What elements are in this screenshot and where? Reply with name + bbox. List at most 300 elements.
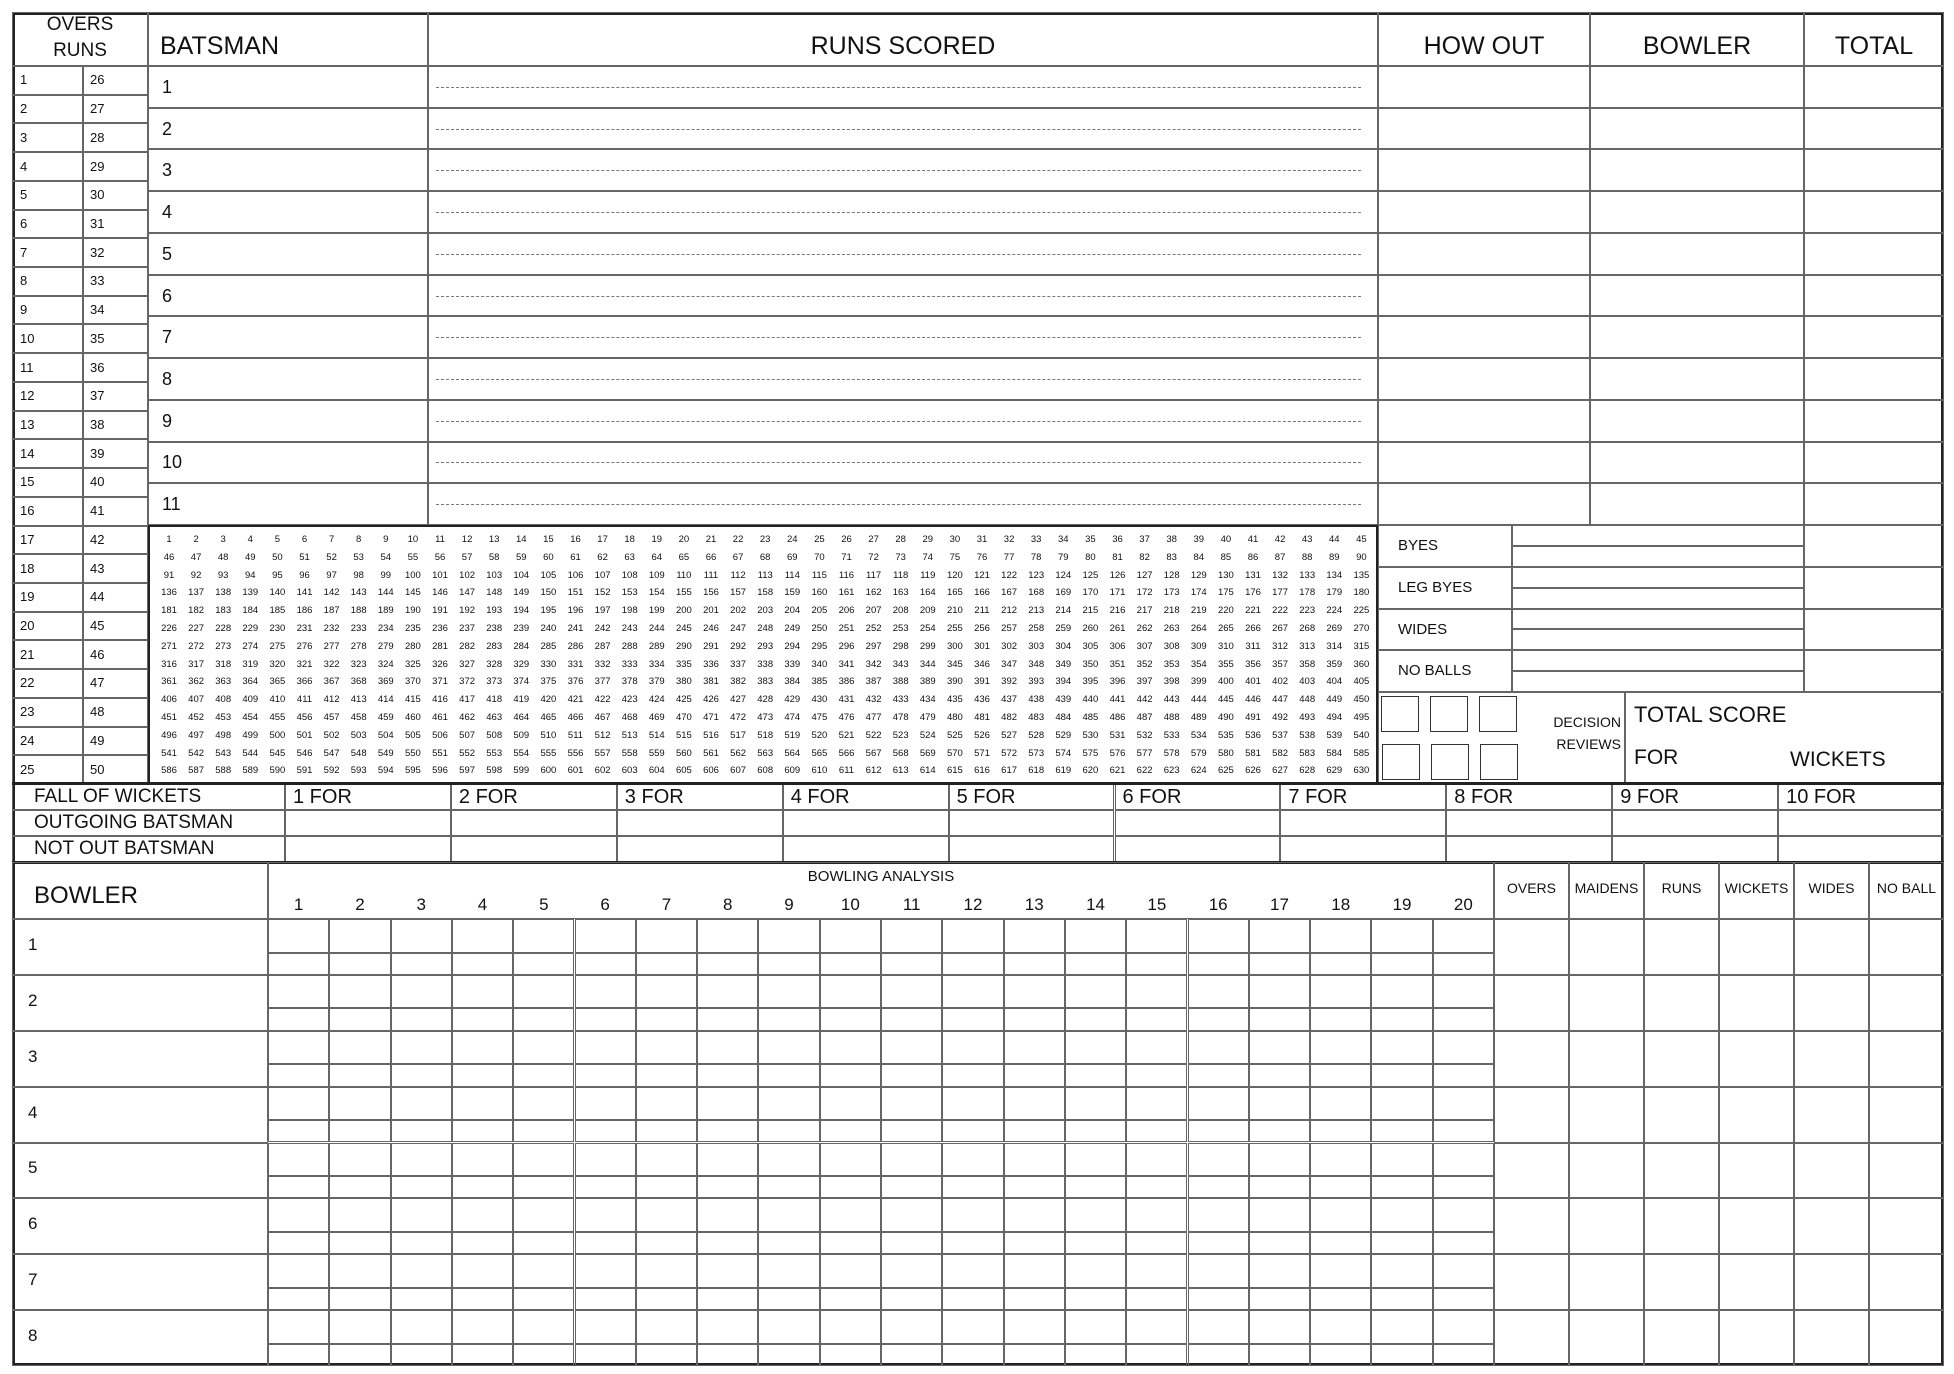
fow-cell[interactable] bbox=[1778, 836, 1944, 862]
over-ball-cell[interactable] bbox=[697, 975, 758, 1009]
over-ball-cell[interactable] bbox=[575, 975, 636, 1009]
over-runs-cell[interactable] bbox=[1065, 1120, 1126, 1142]
over-runs-cell[interactable] bbox=[513, 1120, 574, 1142]
bowler-stat-cell[interactable] bbox=[1794, 1031, 1869, 1087]
fow-cell[interactable] bbox=[949, 836, 1115, 862]
bowler-stat-cell[interactable] bbox=[1794, 1087, 1869, 1143]
bowler-stat-cell[interactable] bbox=[1644, 975, 1719, 1031]
over-ball-cell[interactable] bbox=[391, 1031, 452, 1065]
over-ball-cell[interactable] bbox=[697, 1254, 758, 1288]
over-runs-cell[interactable] bbox=[1126, 1344, 1187, 1366]
over-runs-cell[interactable] bbox=[1249, 1176, 1310, 1198]
batsman-name-cell[interactable] bbox=[148, 483, 428, 525]
over-ball-cell[interactable] bbox=[1188, 975, 1249, 1009]
bowler-name-cell[interactable] bbox=[12, 1198, 268, 1254]
fow-cell[interactable] bbox=[617, 836, 783, 862]
over-runs-cell[interactable] bbox=[1188, 1344, 1249, 1366]
over-runs-cell[interactable] bbox=[697, 1120, 758, 1142]
over-runs-cell[interactable] bbox=[1249, 1008, 1310, 1030]
bowler-stat-cell[interactable] bbox=[1494, 919, 1569, 975]
run-tally-grid[interactable] bbox=[148, 525, 1378, 784]
over-ball-cell[interactable] bbox=[697, 1143, 758, 1177]
over-ball-cell[interactable] bbox=[636, 975, 697, 1009]
bowler-cell[interactable] bbox=[1590, 442, 1804, 484]
over-runs-cell[interactable] bbox=[1004, 1176, 1065, 1198]
over-runs-cell[interactable] bbox=[268, 1232, 329, 1254]
over-runs-cell[interactable] bbox=[636, 1064, 697, 1086]
how-out-cell[interactable] bbox=[1378, 108, 1590, 150]
over-ball-cell[interactable] bbox=[1249, 1254, 1310, 1288]
over-runs-cell[interactable] bbox=[820, 1232, 881, 1254]
over-ball-cell[interactable] bbox=[391, 1143, 452, 1177]
over-runs-cell[interactable] bbox=[452, 1120, 513, 1142]
over-ball-cell[interactable] bbox=[513, 1310, 574, 1344]
bowler-name-cell[interactable] bbox=[12, 919, 268, 975]
how-out-cell[interactable] bbox=[1378, 483, 1590, 525]
over-ball-cell[interactable] bbox=[575, 1087, 636, 1121]
fow-cell[interactable] bbox=[949, 810, 1115, 836]
extras-tally-cell[interactable] bbox=[1512, 650, 1804, 671]
bowler-stat-cell[interactable] bbox=[1494, 1087, 1569, 1143]
over-runs-cell[interactable] bbox=[820, 1344, 881, 1366]
over-runs-cell[interactable] bbox=[391, 1120, 452, 1142]
fow-cell[interactable] bbox=[783, 810, 949, 836]
over-ball-cell[interactable] bbox=[1249, 1198, 1310, 1232]
over-ball-cell[interactable] bbox=[758, 975, 819, 1009]
over-runs-cell[interactable] bbox=[1126, 1176, 1187, 1198]
over-ball-cell[interactable] bbox=[268, 1310, 329, 1344]
over-runs-cell[interactable] bbox=[697, 1064, 758, 1086]
over-ball-cell[interactable] bbox=[329, 1310, 390, 1344]
over-runs-cell[interactable] bbox=[636, 953, 697, 975]
over-runs-cell[interactable] bbox=[268, 953, 329, 975]
bowler-stat-cell[interactable] bbox=[1569, 1031, 1644, 1087]
bowler-stat-cell[interactable] bbox=[1494, 1031, 1569, 1087]
over-ball-cell[interactable] bbox=[1249, 1031, 1310, 1065]
over-runs-cell[interactable] bbox=[1249, 1064, 1310, 1086]
total-cell[interactable] bbox=[1804, 108, 1944, 150]
over-runs-cell[interactable] bbox=[1188, 1064, 1249, 1086]
over-runs-cell[interactable] bbox=[391, 1064, 452, 1086]
over-ball-cell[interactable] bbox=[881, 919, 942, 953]
over-runs-cell[interactable] bbox=[452, 1232, 513, 1254]
fow-cell[interactable] bbox=[1612, 836, 1778, 862]
over-ball-cell[interactable] bbox=[1004, 919, 1065, 953]
bowler-stat-cell[interactable] bbox=[1494, 1198, 1569, 1254]
over-runs-cell[interactable] bbox=[513, 953, 574, 975]
over-runs-cell[interactable] bbox=[697, 953, 758, 975]
extras-tally-cell[interactable] bbox=[1512, 629, 1804, 650]
over-runs-cell[interactable] bbox=[513, 1232, 574, 1254]
over-runs-cell[interactable] bbox=[1310, 1120, 1371, 1142]
over-runs-cell[interactable] bbox=[329, 1344, 390, 1366]
over-runs-cell[interactable] bbox=[452, 1008, 513, 1030]
total-cell[interactable] bbox=[1804, 66, 1944, 108]
over-runs-cell[interactable] bbox=[391, 1344, 452, 1366]
over-ball-cell[interactable] bbox=[1188, 919, 1249, 953]
over-ball-cell[interactable] bbox=[1371, 1254, 1432, 1288]
over-runs-cell[interactable] bbox=[1126, 1008, 1187, 1030]
batsman-name-cell[interactable] bbox=[148, 400, 428, 442]
over-runs-cell[interactable] bbox=[942, 1176, 1003, 1198]
review-checkbox[interactable] bbox=[1382, 744, 1420, 780]
over-ball-cell[interactable] bbox=[1126, 1031, 1187, 1065]
over-ball-cell[interactable] bbox=[1065, 1310, 1126, 1344]
over-runs-cell[interactable] bbox=[329, 1120, 390, 1142]
over-ball-cell[interactable] bbox=[1004, 1087, 1065, 1121]
over-ball-cell[interactable] bbox=[1433, 1087, 1494, 1121]
over-ball-cell[interactable] bbox=[881, 1031, 942, 1065]
total-cell[interactable] bbox=[1804, 191, 1944, 233]
over-ball-cell[interactable] bbox=[1310, 1198, 1371, 1232]
bowler-stat-cell[interactable] bbox=[1869, 1031, 1944, 1087]
over-runs-cell[interactable] bbox=[575, 1288, 636, 1310]
over-ball-cell[interactable] bbox=[1249, 1087, 1310, 1121]
bowler-stat-cell[interactable] bbox=[1569, 1310, 1644, 1366]
over-ball-cell[interactable] bbox=[268, 1143, 329, 1177]
over-ball-cell[interactable] bbox=[820, 1310, 881, 1344]
how-out-cell[interactable] bbox=[1378, 358, 1590, 400]
bowler-cell[interactable] bbox=[1590, 149, 1804, 191]
over-runs-cell[interactable] bbox=[1371, 1288, 1432, 1310]
extras-tally-cell[interactable] bbox=[1512, 609, 1804, 630]
over-ball-cell[interactable] bbox=[820, 1087, 881, 1121]
over-runs-cell[interactable] bbox=[1371, 1344, 1432, 1366]
over-runs-cell[interactable] bbox=[329, 1288, 390, 1310]
over-ball-cell[interactable] bbox=[758, 1310, 819, 1344]
fow-cell[interactable] bbox=[451, 836, 617, 862]
fow-cell[interactable] bbox=[1446, 810, 1612, 836]
over-runs-cell[interactable] bbox=[881, 1232, 942, 1254]
fow-cell[interactable] bbox=[1115, 810, 1281, 836]
fow-cell[interactable] bbox=[1778, 810, 1944, 836]
over-runs-cell[interactable] bbox=[268, 1176, 329, 1198]
over-ball-cell[interactable] bbox=[758, 1198, 819, 1232]
over-runs-cell[interactable] bbox=[1249, 953, 1310, 975]
over-runs-cell[interactable] bbox=[1004, 1288, 1065, 1310]
over-runs-cell[interactable] bbox=[636, 1344, 697, 1366]
over-ball-cell[interactable] bbox=[1065, 1254, 1126, 1288]
bowler-stat-cell[interactable] bbox=[1869, 1143, 1944, 1199]
bowler-stat-cell[interactable] bbox=[1719, 1198, 1794, 1254]
bowler-stat-cell[interactable] bbox=[1794, 1254, 1869, 1310]
over-runs-cell[interactable] bbox=[1249, 1288, 1310, 1310]
over-ball-cell[interactable] bbox=[1371, 919, 1432, 953]
over-runs-cell[interactable] bbox=[1433, 1232, 1494, 1254]
over-runs-cell[interactable] bbox=[758, 1288, 819, 1310]
total-cell[interactable] bbox=[1804, 233, 1944, 275]
over-runs-cell[interactable] bbox=[391, 1176, 452, 1198]
over-ball-cell[interactable] bbox=[513, 975, 574, 1009]
bowler-cell[interactable] bbox=[1590, 358, 1804, 400]
over-runs-cell[interactable] bbox=[1433, 953, 1494, 975]
over-ball-cell[interactable] bbox=[1433, 1198, 1494, 1232]
over-ball-cell[interactable] bbox=[697, 1198, 758, 1232]
over-runs-cell[interactable] bbox=[820, 1176, 881, 1198]
over-ball-cell[interactable] bbox=[513, 1254, 574, 1288]
extras-total-cell[interactable] bbox=[1804, 567, 1944, 609]
over-runs-cell[interactable] bbox=[881, 1344, 942, 1366]
over-runs-cell[interactable] bbox=[1310, 953, 1371, 975]
over-runs-cell[interactable] bbox=[329, 1232, 390, 1254]
fow-cell[interactable] bbox=[285, 810, 451, 836]
over-ball-cell[interactable] bbox=[942, 1198, 1003, 1232]
over-ball-cell[interactable] bbox=[391, 975, 452, 1009]
over-runs-cell[interactable] bbox=[942, 1120, 1003, 1142]
over-ball-cell[interactable] bbox=[329, 1087, 390, 1121]
over-runs-cell[interactable] bbox=[1004, 1008, 1065, 1030]
over-ball-cell[interactable] bbox=[329, 975, 390, 1009]
over-runs-cell[interactable] bbox=[1065, 1064, 1126, 1086]
extras-tally-cell[interactable] bbox=[1512, 588, 1804, 609]
over-ball-cell[interactable] bbox=[881, 1198, 942, 1232]
over-runs-cell[interactable] bbox=[452, 1064, 513, 1086]
bowler-stat-cell[interactable] bbox=[1644, 1254, 1719, 1310]
over-runs-cell[interactable] bbox=[575, 1232, 636, 1254]
over-ball-cell[interactable] bbox=[575, 1031, 636, 1065]
batsman-name-cell[interactable] bbox=[148, 442, 428, 484]
bowler-stat-cell[interactable] bbox=[1869, 975, 1944, 1031]
over-runs-cell[interactable] bbox=[1310, 1288, 1371, 1310]
over-runs-cell[interactable] bbox=[1433, 1288, 1494, 1310]
bowler-stat-cell[interactable] bbox=[1494, 975, 1569, 1031]
over-ball-cell[interactable] bbox=[452, 1198, 513, 1232]
over-runs-cell[interactable] bbox=[575, 953, 636, 975]
total-cell[interactable] bbox=[1804, 442, 1944, 484]
bowler-stat-cell[interactable] bbox=[1719, 1087, 1794, 1143]
over-runs-cell[interactable] bbox=[697, 1288, 758, 1310]
over-ball-cell[interactable] bbox=[942, 1031, 1003, 1065]
over-runs-cell[interactable] bbox=[329, 1064, 390, 1086]
over-runs-cell[interactable] bbox=[1371, 1064, 1432, 1086]
over-ball-cell[interactable] bbox=[758, 1031, 819, 1065]
over-runs-cell[interactable] bbox=[942, 1008, 1003, 1030]
over-ball-cell[interactable] bbox=[1065, 1031, 1126, 1065]
over-ball-cell[interactable] bbox=[1126, 1310, 1187, 1344]
over-runs-cell[interactable] bbox=[268, 1344, 329, 1366]
bowler-name-cell[interactable] bbox=[12, 1254, 268, 1310]
over-ball-cell[interactable] bbox=[636, 1198, 697, 1232]
fow-cell[interactable] bbox=[1115, 836, 1281, 862]
over-runs-cell[interactable] bbox=[513, 1288, 574, 1310]
over-ball-cell[interactable] bbox=[329, 1254, 390, 1288]
over-runs-cell[interactable] bbox=[636, 1288, 697, 1310]
over-ball-cell[interactable] bbox=[636, 919, 697, 953]
how-out-cell[interactable] bbox=[1378, 275, 1590, 317]
bowler-stat-cell[interactable] bbox=[1644, 1310, 1719, 1366]
bowler-stat-cell[interactable] bbox=[1569, 1143, 1644, 1199]
bowler-cell[interactable] bbox=[1590, 191, 1804, 233]
over-ball-cell[interactable] bbox=[1004, 1310, 1065, 1344]
over-ball-cell[interactable] bbox=[1371, 975, 1432, 1009]
batsman-name-cell[interactable] bbox=[148, 108, 428, 150]
over-runs-cell[interactable] bbox=[758, 1344, 819, 1366]
bowler-stat-cell[interactable] bbox=[1569, 919, 1644, 975]
over-ball-cell[interactable] bbox=[1310, 919, 1371, 953]
over-ball-cell[interactable] bbox=[391, 1310, 452, 1344]
over-runs-cell[interactable] bbox=[391, 1008, 452, 1030]
over-runs-cell[interactable] bbox=[942, 953, 1003, 975]
bowler-cell[interactable] bbox=[1590, 275, 1804, 317]
over-runs-cell[interactable] bbox=[942, 1344, 1003, 1366]
total-cell[interactable] bbox=[1804, 149, 1944, 191]
bowler-stat-cell[interactable] bbox=[1869, 1198, 1944, 1254]
extras-tally-cell[interactable] bbox=[1512, 525, 1804, 546]
over-ball-cell[interactable] bbox=[820, 1198, 881, 1232]
extras-tally-cell[interactable] bbox=[1512, 546, 1804, 567]
over-ball-cell[interactable] bbox=[513, 1031, 574, 1065]
over-ball-cell[interactable] bbox=[942, 1143, 1003, 1177]
how-out-cell[interactable] bbox=[1378, 66, 1590, 108]
over-runs-cell[interactable] bbox=[1371, 1008, 1432, 1030]
bowler-cell[interactable] bbox=[1590, 66, 1804, 108]
over-ball-cell[interactable] bbox=[1126, 919, 1187, 953]
fow-cell[interactable] bbox=[1446, 836, 1612, 862]
bowler-stat-cell[interactable] bbox=[1494, 1310, 1569, 1366]
extras-tally-cell[interactable] bbox=[1512, 567, 1804, 588]
over-ball-cell[interactable] bbox=[575, 1254, 636, 1288]
over-ball-cell[interactable] bbox=[268, 919, 329, 953]
over-ball-cell[interactable] bbox=[1249, 1143, 1310, 1177]
over-runs-cell[interactable] bbox=[1371, 1176, 1432, 1198]
over-runs-cell[interactable] bbox=[758, 1176, 819, 1198]
over-ball-cell[interactable] bbox=[1249, 1310, 1310, 1344]
over-ball-cell[interactable] bbox=[881, 975, 942, 1009]
over-ball-cell[interactable] bbox=[1188, 1198, 1249, 1232]
over-ball-cell[interactable] bbox=[820, 1143, 881, 1177]
over-ball-cell[interactable] bbox=[1433, 1143, 1494, 1177]
over-runs-cell[interactable] bbox=[1433, 1344, 1494, 1366]
review-checkbox[interactable] bbox=[1480, 744, 1518, 780]
over-runs-cell[interactable] bbox=[268, 1288, 329, 1310]
over-runs-cell[interactable] bbox=[881, 1176, 942, 1198]
over-ball-cell[interactable] bbox=[1126, 1087, 1187, 1121]
over-runs-cell[interactable] bbox=[758, 953, 819, 975]
over-runs-cell[interactable] bbox=[1310, 1176, 1371, 1198]
over-runs-cell[interactable] bbox=[1249, 1232, 1310, 1254]
review-checkbox[interactable] bbox=[1431, 744, 1469, 780]
over-runs-cell[interactable] bbox=[1065, 1232, 1126, 1254]
over-runs-cell[interactable] bbox=[636, 1120, 697, 1142]
over-ball-cell[interactable] bbox=[575, 1310, 636, 1344]
over-ball-cell[interactable] bbox=[636, 1087, 697, 1121]
over-ball-cell[interactable] bbox=[1249, 919, 1310, 953]
bowler-stat-cell[interactable] bbox=[1794, 1198, 1869, 1254]
over-ball-cell[interactable] bbox=[452, 1143, 513, 1177]
over-ball-cell[interactable] bbox=[1126, 975, 1187, 1009]
bowler-name-cell[interactable] bbox=[12, 1031, 268, 1087]
over-ball-cell[interactable] bbox=[942, 919, 1003, 953]
over-ball-cell[interactable] bbox=[697, 1087, 758, 1121]
fow-cell[interactable] bbox=[783, 836, 949, 862]
bowler-stat-cell[interactable] bbox=[1494, 1254, 1569, 1310]
over-ball-cell[interactable] bbox=[1065, 919, 1126, 953]
over-ball-cell[interactable] bbox=[758, 1143, 819, 1177]
over-ball-cell[interactable] bbox=[575, 919, 636, 953]
bowler-stat-cell[interactable] bbox=[1869, 919, 1944, 975]
over-runs-cell[interactable] bbox=[697, 1176, 758, 1198]
over-ball-cell[interactable] bbox=[575, 1198, 636, 1232]
over-runs-cell[interactable] bbox=[513, 1064, 574, 1086]
over-runs-cell[interactable] bbox=[1065, 1344, 1126, 1366]
bowler-name-cell[interactable] bbox=[12, 975, 268, 1031]
over-runs-cell[interactable] bbox=[1371, 1232, 1432, 1254]
over-runs-cell[interactable] bbox=[820, 1064, 881, 1086]
over-ball-cell[interactable] bbox=[575, 1143, 636, 1177]
over-ball-cell[interactable] bbox=[636, 1310, 697, 1344]
over-ball-cell[interactable] bbox=[942, 1310, 1003, 1344]
over-runs-cell[interactable] bbox=[1126, 1120, 1187, 1142]
over-runs-cell[interactable] bbox=[513, 1008, 574, 1030]
over-ball-cell[interactable] bbox=[452, 1087, 513, 1121]
bowler-stat-cell[interactable] bbox=[1869, 1254, 1944, 1310]
over-ball-cell[interactable] bbox=[1310, 1031, 1371, 1065]
over-runs-cell[interactable] bbox=[636, 1232, 697, 1254]
over-runs-cell[interactable] bbox=[1310, 1344, 1371, 1366]
how-out-cell[interactable] bbox=[1378, 191, 1590, 233]
over-ball-cell[interactable] bbox=[1004, 1143, 1065, 1177]
over-runs-cell[interactable] bbox=[575, 1120, 636, 1142]
bowler-cell[interactable] bbox=[1590, 108, 1804, 150]
fow-cell[interactable] bbox=[1280, 810, 1446, 836]
over-ball-cell[interactable] bbox=[636, 1254, 697, 1288]
over-ball-cell[interactable] bbox=[697, 1310, 758, 1344]
over-runs-cell[interactable] bbox=[942, 1288, 1003, 1310]
over-ball-cell[interactable] bbox=[1433, 975, 1494, 1009]
bowler-stat-cell[interactable] bbox=[1794, 919, 1869, 975]
over-ball-cell[interactable] bbox=[1433, 1031, 1494, 1065]
over-ball-cell[interactable] bbox=[820, 1031, 881, 1065]
over-runs-cell[interactable] bbox=[1188, 1176, 1249, 1198]
over-ball-cell[interactable] bbox=[391, 919, 452, 953]
over-ball-cell[interactable] bbox=[1065, 1087, 1126, 1121]
over-runs-cell[interactable] bbox=[942, 1232, 1003, 1254]
over-runs-cell[interactable] bbox=[881, 1120, 942, 1142]
over-ball-cell[interactable] bbox=[268, 1198, 329, 1232]
total-cell[interactable] bbox=[1804, 275, 1944, 317]
over-ball-cell[interactable] bbox=[942, 1254, 1003, 1288]
over-runs-cell[interactable] bbox=[452, 1288, 513, 1310]
fow-cell[interactable] bbox=[1612, 810, 1778, 836]
over-runs-cell[interactable] bbox=[758, 1232, 819, 1254]
over-ball-cell[interactable] bbox=[452, 1031, 513, 1065]
over-ball-cell[interactable] bbox=[1371, 1198, 1432, 1232]
over-runs-cell[interactable] bbox=[1433, 1176, 1494, 1198]
bowler-stat-cell[interactable] bbox=[1869, 1310, 1944, 1366]
over-runs-cell[interactable] bbox=[329, 1008, 390, 1030]
bowler-stat-cell[interactable] bbox=[1494, 1143, 1569, 1199]
over-ball-cell[interactable] bbox=[513, 1198, 574, 1232]
over-ball-cell[interactable] bbox=[1188, 1143, 1249, 1177]
bowler-stat-cell[interactable] bbox=[1644, 1198, 1719, 1254]
over-runs-cell[interactable] bbox=[758, 1064, 819, 1086]
over-ball-cell[interactable] bbox=[1310, 1143, 1371, 1177]
over-runs-cell[interactable] bbox=[1249, 1120, 1310, 1142]
over-runs-cell[interactable] bbox=[1310, 1232, 1371, 1254]
over-ball-cell[interactable] bbox=[881, 1143, 942, 1177]
bowler-name-cell[interactable] bbox=[12, 1087, 268, 1143]
bowler-stat-cell[interactable] bbox=[1719, 975, 1794, 1031]
batsman-name-cell[interactable] bbox=[148, 149, 428, 191]
review-checkbox[interactable] bbox=[1430, 696, 1468, 732]
bowler-stat-cell[interactable] bbox=[1794, 1143, 1869, 1199]
bowler-stat-cell[interactable] bbox=[1719, 1254, 1794, 1310]
fow-cell[interactable] bbox=[451, 810, 617, 836]
bowler-stat-cell[interactable] bbox=[1569, 1254, 1644, 1310]
over-runs-cell[interactable] bbox=[1433, 1064, 1494, 1086]
over-ball-cell[interactable] bbox=[1065, 1143, 1126, 1177]
over-runs-cell[interactable] bbox=[329, 953, 390, 975]
